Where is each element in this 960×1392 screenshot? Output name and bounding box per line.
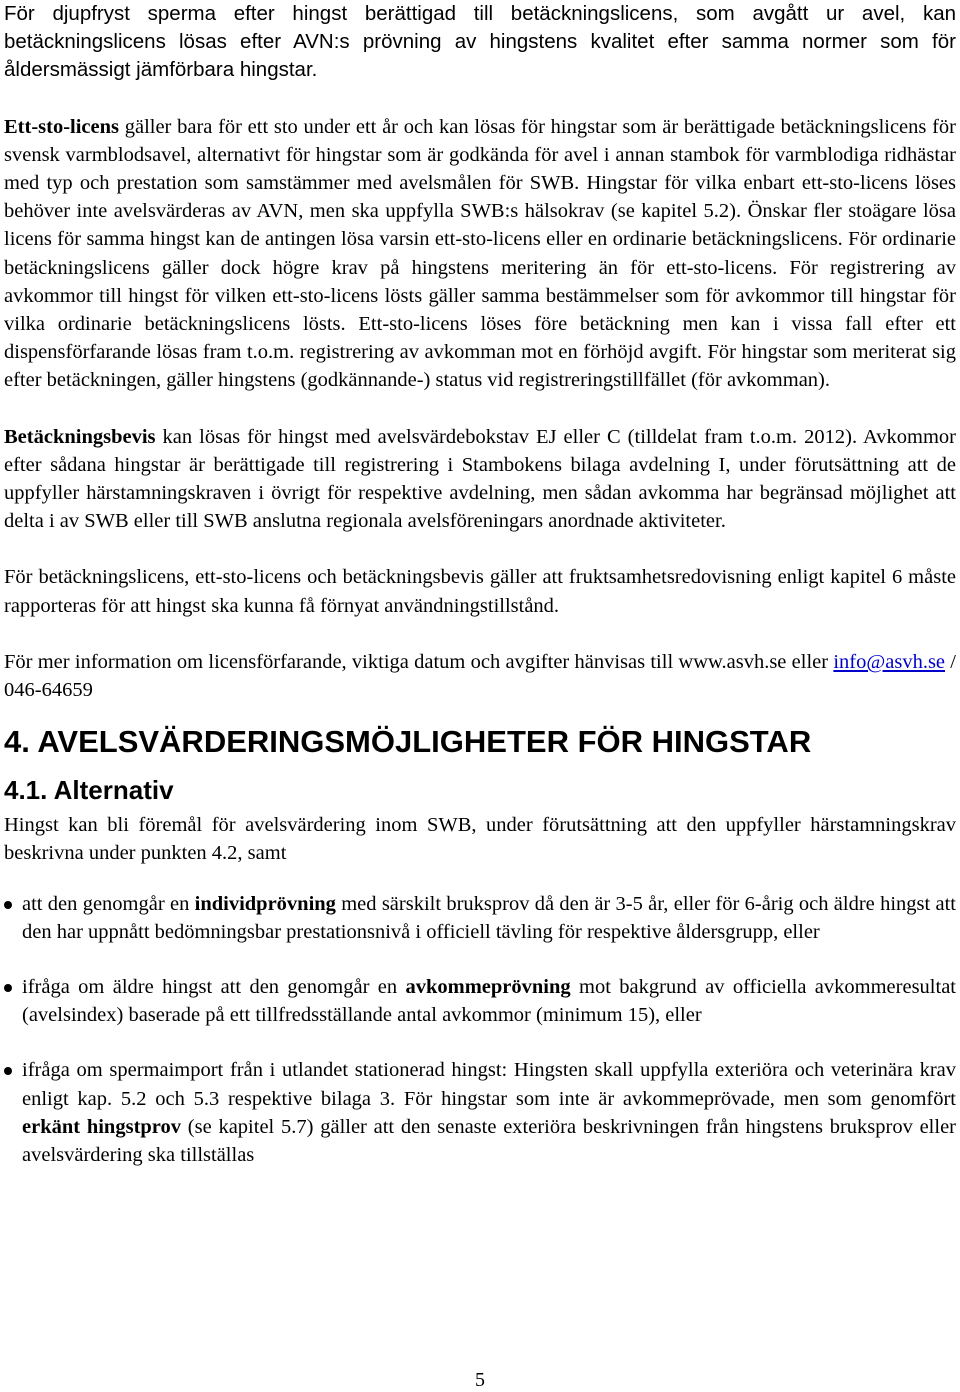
paragraph-text: Hingst kan bli föremål för avelsvärdering inom SWB, under förutsättning att den uppfyller härstamningskrav beskrivna under punkten 4.2, samt — [4, 814, 956, 865]
list-item-text: ifråga om spermaimport från i utlandet stationerad hingst: Hingsten skall uppfylla exteriöra och veterinära krav enligt kap. 5.2 och 5.3 respektive bilaga 3. För hingstar som inte är avkommeprövade, men som genomfört — [22, 1059, 956, 1110]
list-item — [4, 890, 956, 946]
term-ett-sto-licens: Ett-sto-licens — [4, 115, 120, 138]
paragraph-ett-sto-licens — [4, 113, 956, 395]
subsection-heading: 4.1. Alternativ — [4, 775, 174, 806]
list-item-text: mot bakgrund av officiella avkommeresultat (avelsindex) baserade på ett tillfredsställande antal avkommor (minimum 15), eller — [22, 976, 956, 1027]
term-betackningsbevis: Betäckningsbevis — [4, 425, 156, 448]
list-item-text: med särskilt bruksprov då den är 3-5 år, eller för 6-årig och äldre hingst att den har uppnått bedömningsbar prestationsnivå i officiell tävling för respektive åldersgrupp, eller — [22, 892, 956, 943]
section-heading: 4. AVELSVÄRDERINGSMÖJLIGHETER FÖR HINGSTAR — [4, 724, 812, 760]
paragraph-intro — [4, 811, 956, 867]
bullet-icon — [4, 984, 12, 992]
bullet-icon — [4, 901, 12, 909]
paragraph-frozen-semen — [4, 0, 956, 85]
document-page — [4, 0, 956, 1196]
list-item — [4, 1056, 956, 1169]
email-link[interactable]: info@asvh.se — [833, 650, 946, 673]
page-number: 5 — [475, 1369, 485, 1391]
list-item-text: att den genomgår en — [22, 892, 195, 915]
paragraph-contact-info — [4, 648, 956, 704]
list-item-text: (se kapitel 5.7) gäller att den senaste exteriöra beskrivningen från hingstens bruksprov eller avelsvärdering ska tillställas — [22, 1115, 956, 1167]
list-item-bold: individprövning — [194, 892, 336, 915]
paragraph-text: För betäckningslicens, ett-sto-licens och betäckningsbevis gäller att fruktsamhetsredovisning enligt kapitel 6 måste rapporteras för att hingst ska kunna få förnyat användningstillstånd. — [4, 566, 956, 617]
paragraph-text: gäller bara för ett sto under ett år och kan lösas för hingstar som är berättigade betäckningslicens för svensk varmblodsavel, alternativt för hingstar som är godkända för avel i annan stambok för varmblodiga ridhästar med typ och prestation som samstämmer med avelsmålen för SWB. Hingstar för vilka enbart ett-sto-licens löses behöver inte avelsvärderas av AVN, men ska uppfylla SWB:s hälsokrav (se kapitel 5.2). Önskar fler stoägare lösa licens för samma hingst kan de antingen lösa varsin ett-sto-licens eller en ordinarie betäckningslicens. För ordinarie betäckningslicens gäller dock högre krav på hingstens meritering än för ett-sto-licens. För registrering av avkommor till hingst för vilken ett-sto-licens lösts gäller samma bestämmelser som för avkommor till hingstar för vilka ordinarie betäckningslicens lösts. Ett-sto-licens löses före betäckning men kan i vissa fall efter ett dispensförfarande lösas fram t.o.m. registrering av avkomman mot en förhöjd avgift. För hingstar som meriterat sig efter betäckningen, gäller hingstens (godkännande-) status vid registreringstillfället (för avkomman). — [4, 115, 956, 392]
paragraph-text: kan lösas för hingst med avelsvärdebokstav EJ eller C (tilldelat fram t.o.m. 2012). Avkommor efter sådana hingstar är berättigade till registrering i Stambokens bilaga avdelning I, under förutsättning att de uppfyller härstamningskraven i övrigt för respektive avdelning, men sådan avkomma har begränsad möjlighet att delta i av SWB eller till SWB anslutna regionala avelsföreningars anordnade aktiviteter. — [4, 425, 956, 533]
paragraph-text: För djupfryst sperma efter hingst berättigad till betäckningslicens, som avgått ur avel, kan betäckningslicens lösas efter AVN:s prövning av hingstens kvalitet efter samma normer som för åldersmässigt jämförbara hingstar. — [4, 2, 956, 82]
paragraph-text: För mer information om licensförfarande, viktiga datum och avgifter hänvisas till www.asvh.se eller — [4, 650, 834, 673]
list-item-bold: avkommeprövning — [405, 976, 571, 999]
paragraph-betackningsbevis — [4, 423, 956, 536]
list-item — [4, 973, 956, 1029]
bullet-list — [4, 890, 956, 1170]
list-item-bold: erkänt hingstprov — [22, 1115, 182, 1138]
phone-number: / 046-64659 — [4, 650, 956, 702]
list-item-text: ifråga om äldre hingst att den genomgår en — [22, 976, 406, 999]
paragraph-fertility-reporting — [4, 563, 956, 619]
bullet-icon — [4, 1067, 12, 1075]
